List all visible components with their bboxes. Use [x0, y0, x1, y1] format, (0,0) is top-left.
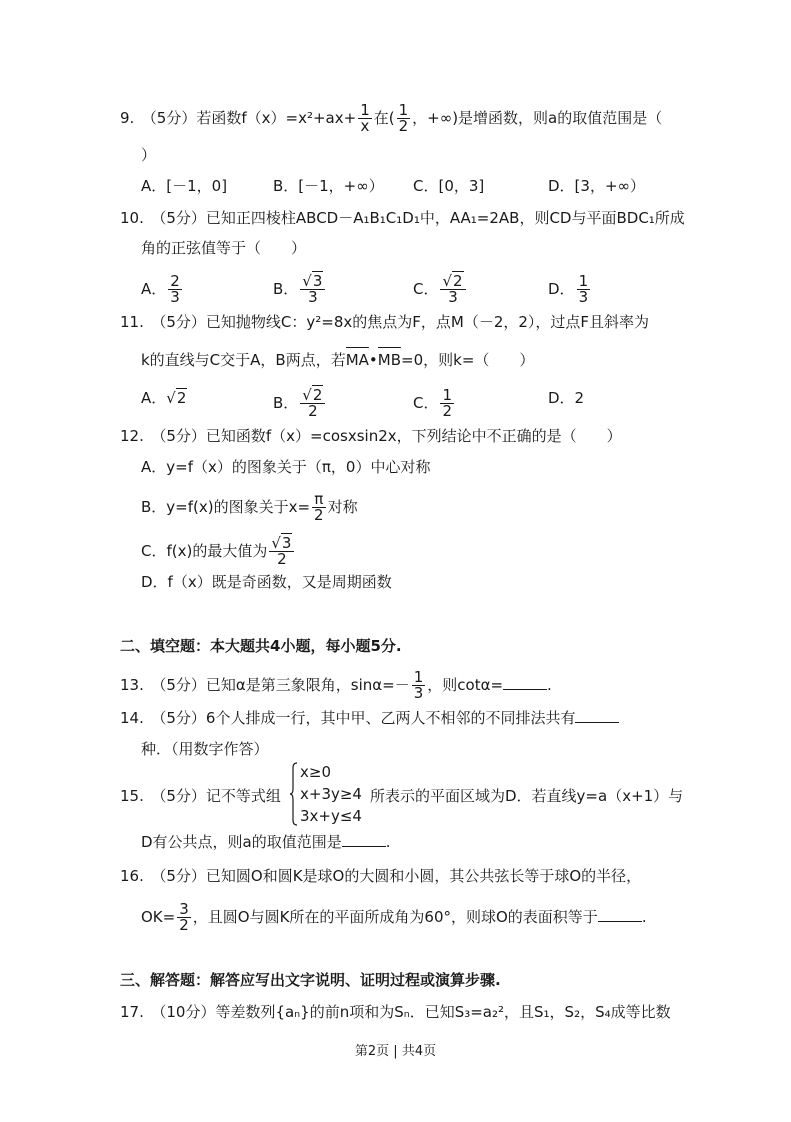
answer-blank[interactable] [503, 675, 547, 690]
frac [269, 536, 294, 567]
frac-num: 3 [179, 900, 189, 918]
q13-text: 13. （5分）已知α是第三象限角，sinα=－ [120, 676, 410, 694]
frac-den: 2 [308, 402, 318, 420]
sqrt: √3 [271, 534, 292, 552]
frac-den: 3 [170, 288, 180, 306]
q17-line1: 17. （10分）等差数列{aₙ}的前n项和为Sₙ．已知S₃=a₂²，且S₁，S₂，S₄成等比数 [120, 1003, 671, 1021]
sqrt-arg: 3 [281, 534, 292, 552]
q12-b-text-2: 对称 [327, 498, 358, 516]
frac-den: 3 [448, 288, 458, 306]
q10-option-b [273, 274, 327, 305]
q15-text: D有公共点，则a的取值范围是 [141, 833, 342, 851]
q11-line1: 11. （5分）已知抛物线C：y²=8x的焦点为F，点M（－2，2），过点F且斜率为 [120, 313, 650, 331]
q11-text-2: =0，则k=（ ） [401, 351, 535, 369]
q12-b-text: B．y=f(x)的图象关于x= [141, 498, 311, 516]
answer-blank[interactable] [342, 832, 386, 847]
frac [312, 492, 326, 523]
q16-line1: 16. （5分）已知圆O和圆K是球O的大圆和小圆，其公共弦长等于球O的半径， [120, 867, 642, 885]
q16-line2 [141, 902, 647, 933]
sqrt-arg: 2 [312, 386, 323, 404]
frac-num: 1 [442, 386, 453, 404]
option-label: D． [548, 280, 575, 298]
frac-num: 1 [578, 272, 589, 290]
inequality-1: x≥0 [300, 763, 331, 781]
frac-den: 3 [413, 684, 424, 702]
q9-option-a: A．[－1，0] [141, 177, 228, 195]
q11-option-d: D．2 [548, 389, 585, 407]
q16-end: . [641, 908, 647, 926]
q15-end: . [385, 833, 391, 851]
q9-frac-1-over-x [358, 103, 372, 134]
sqrt: √2 [166, 389, 187, 407]
option-label: B． [273, 394, 299, 412]
q13-text-2: ，则cotα= [427, 676, 504, 694]
option-label: B． [273, 280, 299, 298]
sqrt-arg: 2 [176, 389, 187, 407]
dot-product: • [368, 351, 378, 369]
q11-option-c [413, 388, 456, 419]
q11-option-b [273, 388, 327, 419]
q14-line1 [120, 708, 619, 728]
q11-text: k的直线与C交于A，B两点，若 [141, 351, 346, 369]
q9-frac-1-over-2 [397, 103, 411, 134]
sqrt-arg: 2 [453, 272, 463, 290]
frac [300, 388, 325, 419]
q11-line2 [141, 350, 534, 370]
q10-option-a [141, 274, 184, 305]
q15-line2 [141, 832, 391, 852]
q12-option-b [141, 492, 358, 523]
answer-blank[interactable] [598, 907, 642, 922]
sqrt: √2 [442, 272, 463, 290]
section-heading-solve: 三、解答题：解答应写出文字说明、证明过程或演算步骤. [120, 971, 501, 989]
q12-line1: 12. （5分）已知函数f（x）=cosxsin2x，下列结论中不正确的是（ ） [120, 427, 622, 445]
option-label: C． [413, 394, 439, 412]
q15-line1-b: 所表示的平面区域为D．若直线y=a（x+1）与 [370, 787, 684, 805]
inequality-3: 3x+y≤4 [300, 807, 362, 825]
q9-text-3: ，+∞)是增函数，则a的取值范围是（ [412, 109, 663, 127]
q9-text-2: 在( [373, 109, 395, 127]
frac-num: 1 [360, 101, 370, 119]
q11-option-a [141, 388, 187, 408]
sqrt-arg: 3 [312, 272, 323, 290]
frac-den: 2 [442, 402, 453, 420]
q12-option-c [141, 536, 296, 567]
frac-den: 2 [277, 550, 287, 568]
frac-num: 2 [170, 272, 180, 290]
frac [577, 274, 591, 305]
q16-text-2: ，且圆O与圆K所在的平面所成角为60°，则球O的表面积等于 [192, 908, 598, 926]
q9-line2: ） [141, 146, 157, 164]
frac-den: x [360, 117, 370, 135]
q9-option-b: B．[－1，+∞） [273, 177, 384, 195]
frac-num: π [312, 492, 326, 508]
q9-option-c: C．[0，3] [413, 177, 485, 195]
q14-line2: 种．（用数字作答） [141, 740, 269, 758]
frac-den: 2 [398, 117, 409, 135]
q14-text: 14. （5分）6个人排成一行，其中甲、乙两人不相邻的不同排法共有 [120, 709, 576, 727]
frac-den: 3 [578, 288, 589, 306]
option-label: A． [141, 389, 167, 407]
frac-num: 1 [398, 101, 409, 119]
frac-den: 2 [314, 506, 324, 524]
frac [440, 388, 454, 419]
q16-text: OK= [141, 908, 176, 926]
q12-c-text: C．f(x)的最大值为 [141, 542, 268, 560]
q15-line1-a: 15. （5分）记不等式组 [120, 787, 281, 805]
vector-mb: MB [377, 351, 402, 369]
page-footer: 第2页 | 共4页 [354, 1044, 437, 1059]
sqrt: √3 [302, 272, 323, 290]
answer-blank[interactable] [575, 708, 619, 723]
q13-line [120, 670, 552, 701]
q12-option-d: D．f（x）既是奇函数，又是周期函数 [141, 573, 392, 591]
left-brace-icon [290, 762, 298, 826]
q13-end: . [547, 676, 552, 694]
q12-option-a: A．y=f（x）的图象关于（π，0）中心对称 [141, 458, 431, 476]
frac-num: 1 [413, 668, 424, 686]
vector-ma: MA [345, 351, 369, 369]
option-label: C． [413, 280, 439, 298]
sqrt: √2 [302, 386, 323, 404]
q9-line1 [120, 103, 662, 134]
frac [412, 670, 426, 701]
frac-den: 2 [179, 916, 189, 934]
q10-option-d [548, 274, 592, 305]
option-label: A． [141, 280, 167, 298]
q9-text: 9. （5分）若函数f（x）=x²+ax+ [120, 109, 357, 127]
section-heading-fill-blank: 二、填空题：本大题共4小题，每小题5分. [120, 637, 402, 655]
q10-line1: 10. （5分）已知正四棱柱ABCD－A₁B₁C₁D₁中，AA₁=2AB，则CD与平面BDC₁所成 [120, 209, 685, 227]
frac [177, 902, 191, 933]
frac [168, 274, 182, 305]
frac [440, 274, 465, 305]
q10-option-c [413, 274, 468, 305]
inequality-2: x+3y≥4 [300, 785, 362, 803]
q9-option-d: D．[3，+∞） [548, 177, 646, 195]
q10-line2: 角的正弦值等于（ ） [141, 239, 307, 257]
frac [300, 274, 325, 305]
frac-den: 3 [308, 288, 318, 306]
